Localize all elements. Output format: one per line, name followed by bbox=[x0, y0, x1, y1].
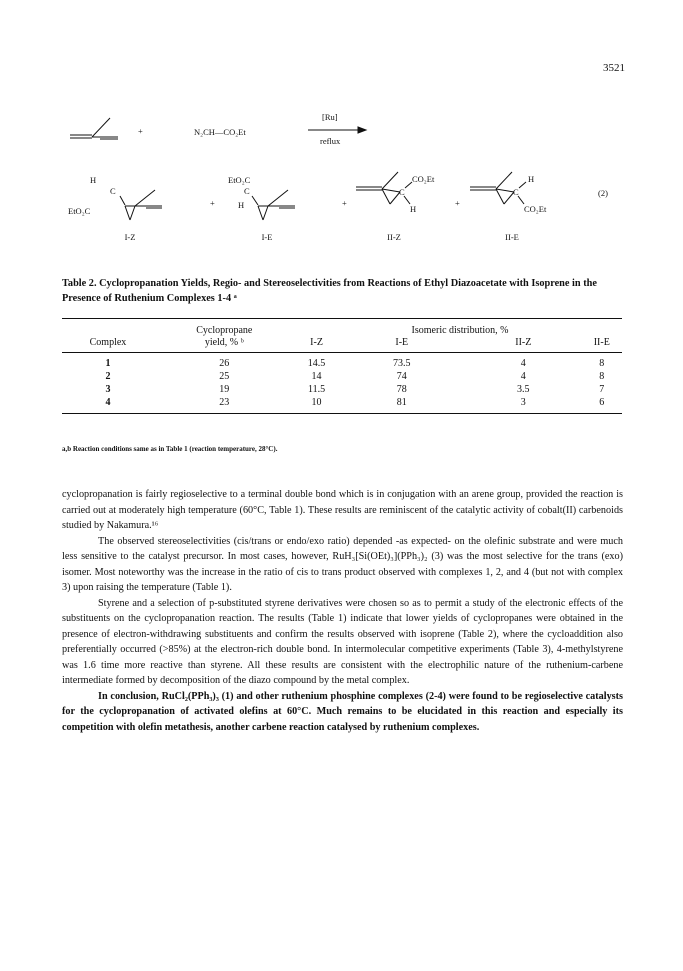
cell-complex: 3 bbox=[105, 384, 111, 395]
table-caption: Table 2. Cyclopropanation Yields, Regio- and Stereoselectivities from Reactions of Ethyl Diazoacetate with Isoprene in the Presence of Ruthenium Complexes 1-4 ᵃ bbox=[62, 278, 597, 304]
cell-yield: 25 bbox=[219, 371, 230, 382]
ie-ester: EtO₂C bbox=[228, 175, 251, 185]
header-complex: Complex bbox=[62, 337, 154, 353]
header-yield: yield, % ᵇ bbox=[154, 337, 295, 353]
reaction-scheme bbox=[60, 108, 620, 268]
header-blank bbox=[62, 319, 154, 338]
paragraph-4: In conclusion, RuCl₂(PPh₃)₃ (1) and other ruthenium phosphine complexes (2-4) were found to be regioselective catalysts for the cyclopropanation of activated olefins at 60°C. Much remains to be elucidated in this reaction and especially its competition with olefin metathesis, another carbene reaction catalysed by ruthenium complexes. bbox=[62, 690, 623, 733]
body-text bbox=[62, 487, 623, 735]
ie-ring-right bbox=[263, 206, 268, 220]
results-table bbox=[62, 318, 622, 414]
plus-sign-1: + bbox=[138, 126, 143, 136]
cell-complex: 2 bbox=[105, 371, 111, 382]
iiz-ester: CO₂Et bbox=[412, 174, 435, 184]
cell-iiz: 4 bbox=[520, 358, 526, 369]
paragraph-1: cyclopropanation is fairly regioselective to a terminal double bond which is in conjugation with an arene group, provided the reaction is carried out at moderately high temperature (60°C, Table 1). These results are reminiscent of the catalytic activity of cobalt(II) carbenoids studied by Nakamura.¹⁶ bbox=[62, 489, 623, 531]
header-blank bbox=[295, 319, 339, 338]
label-ie: I-E bbox=[261, 232, 273, 242]
table-header-group-row bbox=[62, 319, 622, 338]
cell-iiz: 4 bbox=[520, 371, 526, 382]
plus-sign-3: + bbox=[342, 198, 347, 208]
iz-atom-c: C bbox=[110, 186, 116, 196]
plus-sign-2: + bbox=[210, 198, 215, 208]
iz-c-bond bbox=[120, 196, 125, 205]
iz-atom-h: H bbox=[90, 175, 97, 185]
label-iz: I-Z bbox=[124, 232, 136, 242]
cell-iz: 10 bbox=[295, 396, 339, 414]
header-group-isomeric: Isomeric distribution, % bbox=[338, 319, 581, 338]
ie-c-bond bbox=[252, 196, 258, 205]
cell-complex: 1 bbox=[105, 358, 111, 369]
cell-iiz: 3.5 bbox=[517, 384, 530, 395]
diazo-reagent: N₂CH—CO₂Et bbox=[194, 127, 246, 137]
label-iiz: II-Z bbox=[387, 232, 401, 242]
page-number: 3521 bbox=[603, 62, 625, 74]
iie-methyl bbox=[496, 172, 512, 189]
header-iiz: II-Z bbox=[465, 337, 582, 353]
iz-ring-right bbox=[130, 206, 135, 220]
cell-iie: 8 bbox=[599, 358, 605, 369]
table-header-row bbox=[62, 337, 622, 353]
table-row bbox=[62, 396, 622, 414]
reaction-scheme-drawing bbox=[60, 108, 620, 268]
reaction-arrow-head bbox=[358, 127, 366, 133]
cell-iie: 7 bbox=[599, 384, 605, 395]
iiz-atom-h: H bbox=[410, 204, 417, 214]
cell-ie: 74 bbox=[396, 371, 407, 382]
cell-ie: 78 bbox=[396, 384, 407, 395]
iie-ester: CO₂Et bbox=[524, 204, 547, 214]
catalyst-label: [Ru] bbox=[322, 112, 338, 122]
label-iie: II-E bbox=[505, 232, 519, 242]
cell-yield: 26 bbox=[219, 358, 230, 369]
header-group-cyclopropane: Cyclopropane bbox=[154, 319, 295, 338]
iiz-h-bond bbox=[404, 196, 410, 204]
ie-ring-left bbox=[258, 206, 263, 220]
iiz-ring-left bbox=[382, 189, 390, 204]
cell-iie: 6 bbox=[582, 396, 622, 414]
cell-ie: 73.5 bbox=[393, 358, 411, 369]
iiz-atom-c: C bbox=[399, 187, 405, 197]
header-blank bbox=[582, 319, 622, 338]
iie-ring-top bbox=[496, 189, 514, 192]
equation-number: (2) bbox=[598, 188, 608, 198]
condition-label: reflux bbox=[320, 136, 341, 146]
paragraph-2: The observed stereoselectivities (cis/trans or endo/exo ratio) depended -as expected- on the olefinic substrate and were much less sensitive to the catalyst precursor. In most cases, however, RuH₃[Si(OEt)₃](PPh₃)₂ (3) was the most selective for the trans (exo) isomer. Most noteworthy was the increase in the ratio of cis to trans product observed with complexes 1, 2, and 4 (but not with complex 3) upon raising the temperature (Table 1). bbox=[62, 535, 623, 593]
paragraph-3: Styrene and a selection of p-substituted styrene derivatives were chosen so as to permit a study of the electronic effects of the substituents on the cyclopropanation reaction. The results (Table 1) indicate that lower yields of cyclopropanes were obtained in the presence of electron-withdrawing substituents and confirm the results observed with isoprene (Table 2), where the cycloaddition also preferentially occurred (>85%) at the electron-rich double bond. In intermolecular competitive experiments (Table 3), 4-methylstyrene was 1.6 time more reactive than styrene. All these results are consistent with the electrophilic nature of the ruthenium-carbene intermediate formed by decomposition of the diazo compound by the metal complex. bbox=[62, 597, 623, 686]
table-row bbox=[62, 370, 622, 383]
iie-atom-h: H bbox=[528, 174, 535, 184]
iie-h-bond bbox=[519, 182, 526, 188]
isoprene-bond-methyl bbox=[92, 118, 110, 137]
iz-ester: EtO₂C bbox=[68, 206, 91, 216]
iz-methyl bbox=[135, 190, 155, 206]
iiz-methyl bbox=[382, 172, 398, 189]
ie-atom-h: H bbox=[238, 200, 245, 210]
table-row bbox=[62, 353, 622, 371]
results-table-wrap bbox=[62, 318, 622, 414]
iiz-ring-top bbox=[382, 189, 400, 192]
header-ie: I-E bbox=[338, 337, 465, 353]
table-row bbox=[62, 383, 622, 396]
iie-ring-left bbox=[496, 189, 504, 204]
ie-atom-c: C bbox=[244, 186, 250, 196]
cell-iiz: 3 bbox=[465, 396, 582, 414]
cell-ie: 81 bbox=[338, 396, 465, 414]
table-footnote: a,b Reaction conditions same as in Table 1 (reaction temperature, 28°C). bbox=[62, 445, 278, 453]
ie-methyl bbox=[268, 190, 288, 206]
plus-sign-4: + bbox=[455, 198, 460, 208]
iiz-ester-bond bbox=[405, 182, 412, 188]
header-iz: I-Z bbox=[295, 337, 339, 353]
cell-iie: 8 bbox=[599, 371, 605, 382]
iie-atom-c: C bbox=[513, 187, 519, 197]
cell-yield: 19 bbox=[219, 384, 230, 395]
cell-iz: 11.5 bbox=[307, 384, 326, 395]
header-iie: II-E bbox=[582, 337, 622, 353]
iie-ester-bond bbox=[518, 196, 524, 204]
iz-ring-left bbox=[125, 206, 130, 220]
cell-complex: 4 bbox=[62, 396, 154, 414]
cell-yield: 23 bbox=[154, 396, 295, 414]
cell-iz: 14 bbox=[311, 371, 322, 382]
cell-iz: 14.5 bbox=[307, 358, 326, 369]
